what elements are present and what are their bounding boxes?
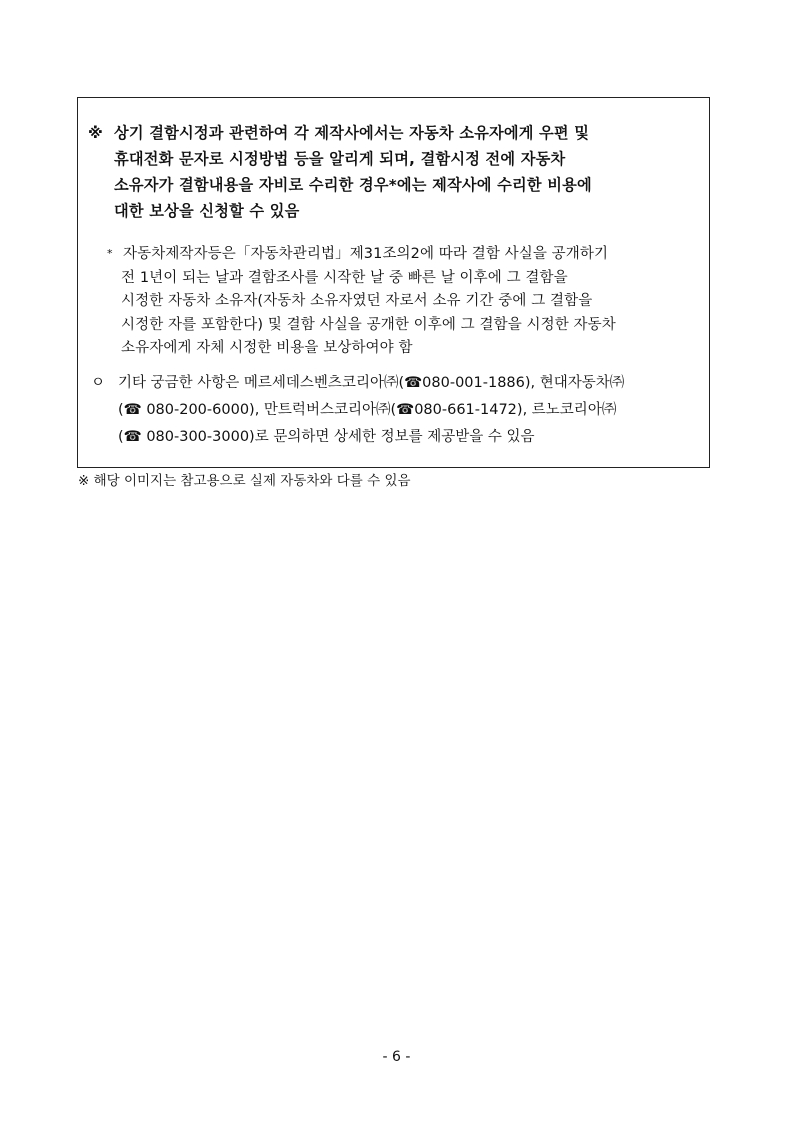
footnote-mark: * — [107, 247, 113, 260]
footnote-text: 자동차제작자등은「자동차관리법」제31조의2에 따라 결함 사실을 공개하기 — [123, 246, 609, 262]
contact-line: (☎ 080-200-6000), 만트럭버스코리아㈜(☎080-661-1472), 르노코리아㈜ — [118, 402, 617, 418]
notice-line: 대한 보상을 신청할 수 있음 — [114, 202, 300, 220]
contact-line: (☎ 080-300-3000)로 문의하면 상세한 정보를 제공받을 수 있음 — [118, 429, 535, 445]
footnote-line: 전 1년이 되는 날과 결함조사를 시작한 날 중 빠른 날 이후에 그 결함을 — [121, 269, 568, 286]
image-caption: ※ 해당 이미지는 참고용으로 실제 자동차와 다를 수 있음 — [78, 473, 411, 489]
footnote-line: 시정한 자동차 소유자(자동차 소유자였던 자로서 소유 기간 중에 그 결함을 — [121, 293, 593, 309]
footnote-line: 시정한 자를 포함한다) 및 결함 사실을 공개한 이후에 그 결함을 시정한 자동차 — [121, 316, 616, 333]
footnote — [107, 242, 705, 361]
reference-mark: ※ — [88, 124, 103, 142]
notice-text: 상기 결함시정과 관련하여 각 제작사에서는 자동차 소유자에게 우편 및 — [114, 124, 590, 142]
bullet-mark: ㅇ — [91, 375, 106, 391]
notice-line — [88, 120, 700, 146]
notice-line: 소유자가 결함내용을 자비로 수리한 경우*에는 제작사에 수리한 비용에 — [114, 176, 592, 194]
contact-info — [91, 370, 703, 451]
footnote-line — [107, 242, 705, 267]
notice-line: 휴대전화 문자로 시정방법 등을 알리게 되며, 결함시정 전에 자동차 — [114, 150, 566, 168]
repair-notice — [88, 120, 700, 224]
contact-line — [91, 370, 703, 397]
page-number: - 6 - — [382, 1049, 411, 1065]
contact-text: 기타 궁금한 사항은 메르세데스벤츠코리아㈜(☎080-001-1886), 현대자동차㈜ — [118, 375, 625, 391]
footnote-line: 소유자에게 자체 시정한 비용을 보상하여야 함 — [121, 340, 413, 356]
